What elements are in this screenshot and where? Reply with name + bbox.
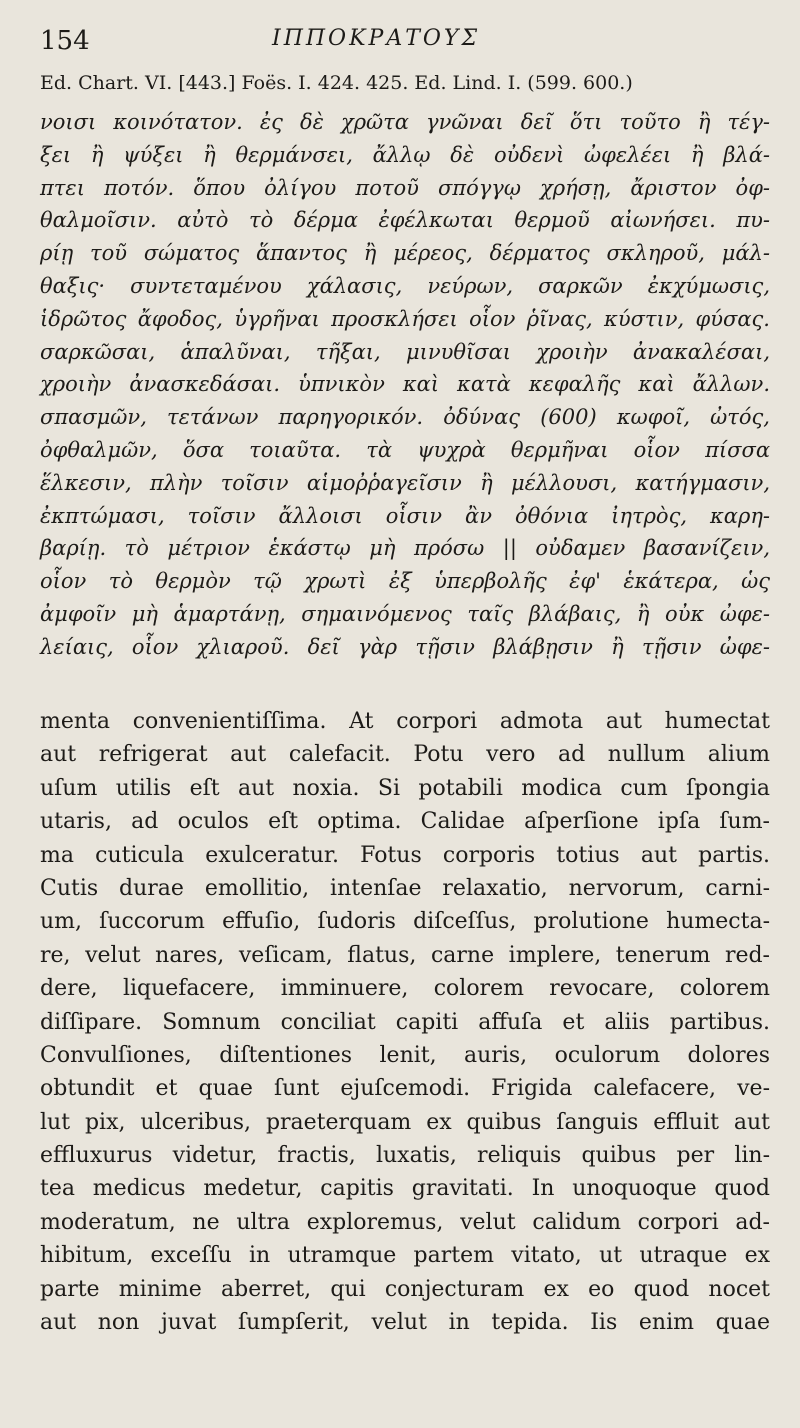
latin-line: obtundit et quae ſunt ejuſcemodi. Frigida calefacere, ve- (40, 1076, 770, 1102)
latin-line: dere, liquefacere, imminuere, colorem revocare, colorem (40, 976, 770, 1002)
latin-line: Convulſiones, diſtentiones lenit, auris, oculorum dolores (40, 1042, 770, 1068)
latin-line: diſſipare. Somnum conciliat capiti affuſa et aliis partibus. (40, 1009, 770, 1035)
running-title: ΙΠΠΟΚΡΑΤΟΥΣ (272, 26, 481, 51)
greek-line: θαλμοῖσιν. αὐτὸ τὸ δέρμα ἐφέλκωται θερμοῦ αἰωνήσει. πυ- (40, 208, 770, 233)
greek-line: σπασμῶν, τετάνων παρηγορικόν. ὀδύνας (600) κωφοῖ, ὠτός, (40, 405, 770, 430)
greek-line: ὀφθαλμῶν, ὅσα τοιαῦτα. τὰ ψυχρὰ θερμῆναι οἷον πίσσα (40, 437, 770, 462)
latin-line: aut non juvat ſumpſerit, velut in tepida. Iis enim quae (40, 1310, 770, 1336)
greek-text-block (40, 106, 770, 664)
latin-line: moderatum, ne ultra exploremus, velut calidum corpori ad- (40, 1209, 770, 1235)
latin-line: Cutis durae emollitio, intenſae relaxatio, nervorum, carni- (40, 875, 770, 901)
edition-reference: Ed. Chart. VI. [443.] Foës. I. 424. 425. Ed. Lind. I. (599. 600.) (40, 72, 633, 94)
greek-line: λείαις, οἷον χλιαροῦ. δεῖ γὰρ τῇσιν βλάβῃσιν ἢ τῇσιν ὠφε- (40, 634, 770, 659)
greek-line: θαξις· συντεταμένου χάλασις, νεύρων, σαρκῶν ἐκχύμωσις, (40, 273, 770, 298)
latin-line: um, ſuccorum effuſio, ſudoris diſceſſus, prolutione humecta- (40, 909, 770, 935)
latin-line: tea medicus medetur, capitis gravitati. In unoquoque quod (40, 1176, 770, 1202)
greek-line: χροιὴν ἀνασκεδάσαι. ὑπνικὸν καὶ κατὰ κεφαλῆς καὶ ἄλλων. (40, 372, 770, 397)
greek-line: ρίῃ τοῦ σώματος ἅπαντος ἢ μέρεος, δέρματος σκληροῦ, μάλ- (40, 241, 770, 266)
latin-line: menta convenientiſſima. At corpori admota aut humectat (40, 709, 770, 734)
latin-line: effluxurus videtur, fractis, luxatis, reliquis quibus per lin- (40, 1143, 770, 1169)
latin-line: ma cuticula exulceratur. Fotus corporis totius aut partis. (40, 842, 770, 868)
latin-line: uſum utilis eſt aut noxia. Si potabili modica cum ſpongia (40, 775, 770, 801)
greek-line: νοισι κοινότατον. ἐς δὲ χρῶτα γνῶναι δεῖ ὅτι τοῦτο ἢ τέγ- (40, 110, 770, 134)
greek-line: ἱδρῶτος ἄφοδος, ὑγρῆναι προσκλήσει οἷον ῥῖνας, κύστιν, φύσας. (40, 306, 770, 331)
latin-line: utaris, ad oculos eſt optima. Calidae aſperſione ipſa ſum- (40, 809, 770, 835)
latin-line: aut refrigerat aut calefacit. Potu vero ad nullum alium (40, 742, 770, 768)
greek-line: ἀμφοῖν μὴ ἁμαρτάνῃ, σημαινόμενος ταῖς βλάβαις, ἢ οὐκ ὠφε- (40, 601, 770, 626)
latin-line: hibitum, exceſſu in utramque partem vitato, ut utraque ex (40, 1243, 770, 1269)
greek-line: βαρίῃ. τὸ μέτριον ἑκάστῳ μὴ πρόσω || οὐδαμεν βασανίζειν, (40, 536, 770, 561)
latin-line: parte minime aberret, qui conjecturam ex eo quod nocet (40, 1276, 770, 1302)
greek-line: οἷον τὸ θερμὸν τῷ χρωτὶ ἐξ ὑπερβολῆς ἐφ' ἑκάτερα, ὡς (40, 569, 770, 594)
greek-line: ξει ἢ ψύξει ἢ θερμάνσει, ἄλλῳ δὲ οὐδενὶ ὠφελέει ἢ βλά- (40, 142, 770, 167)
page-header (40, 20, 760, 60)
latin-line: lut pix, ulceribus, praeterquam ex quibus ſanguis effluit aut (40, 1109, 770, 1135)
greek-line: ἕλκεσιν, πλὴν τοῖσιν αἱμοῤῥαγεῖσιν ἢ μέλλουσι, κατήγμασιν, (40, 470, 770, 495)
greek-line: ἐκπτώμασι, τοῖσιν ἄλλοισι οἷσιν ἂν ὀθόνια ἰητρὸς, καρη- (40, 503, 770, 528)
latin-line: re, velut nares, veſicam, flatus, carne implere, tenerum red- (40, 942, 770, 968)
greek-line: πτει ποτόν. ὅπου ὀλίγου ποτοῦ σπόγγῳ χρήσῃ, ἄριστον ὀφ- (40, 175, 770, 200)
latin-text-block (40, 705, 770, 1339)
greek-line: σαρκῶσαι, ἁπαλῦναι, τῆξαι, μινυθῖσαι χροιὴν ἀνακαλέσαι, (40, 339, 770, 364)
page-number: 154 (40, 26, 90, 56)
